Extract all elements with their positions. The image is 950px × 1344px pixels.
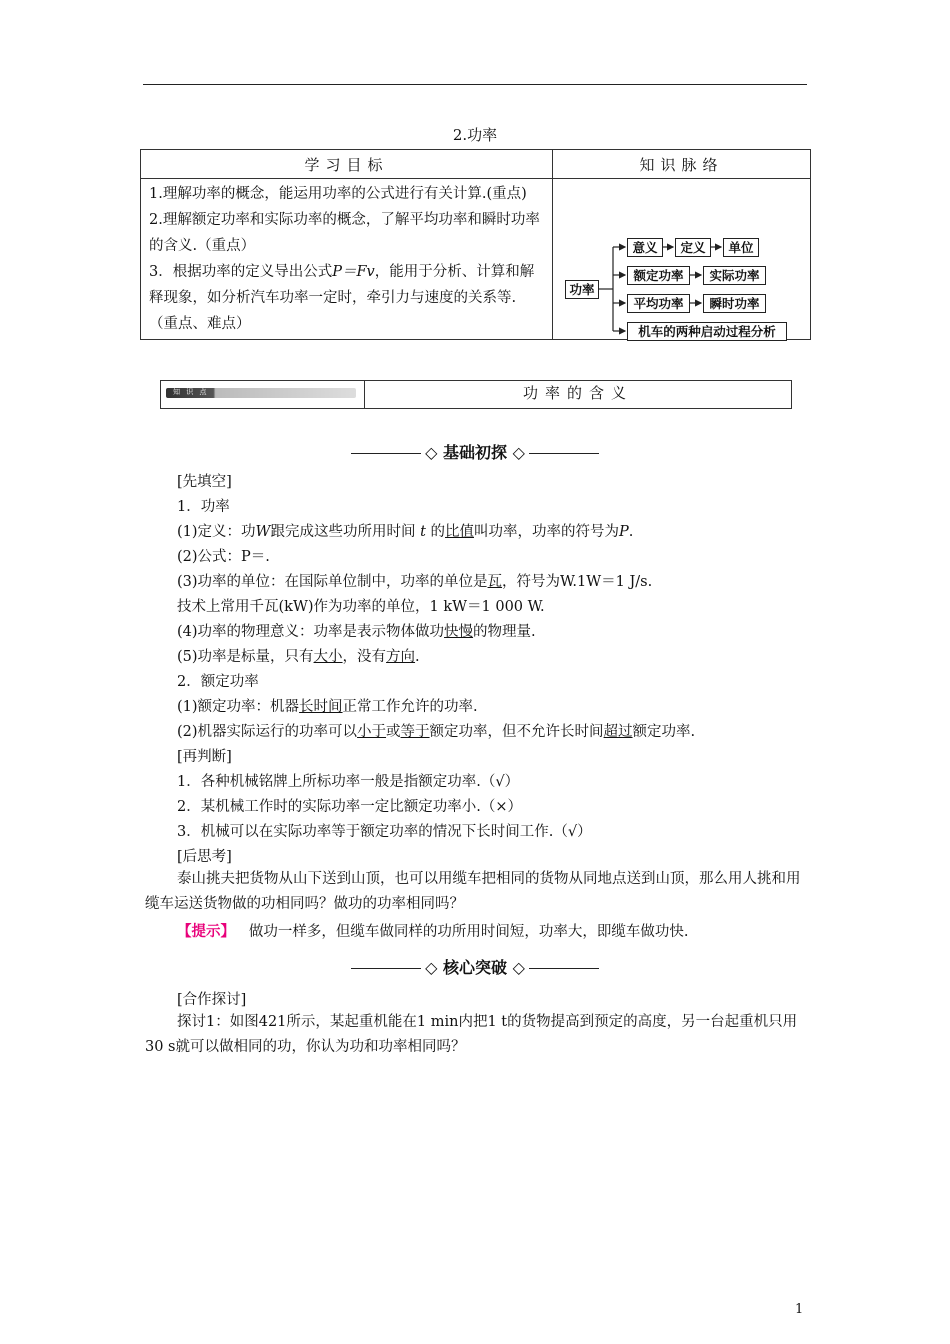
judge-item-2: 2．某机械工作时的实际功率一定比额定功率小.（×） <box>177 799 522 815</box>
map-node-average: 平均功率 <box>627 294 690 313</box>
map-header: 知识脉络 <box>553 150 811 179</box>
map-node-definition: 定义 <box>675 238 711 257</box>
judge-item-3: 3．机械可以在实际功率等于额定功率的情况下长时间工作.（√） <box>177 824 592 840</box>
map-node-instant: 瞬时功率 <box>703 294 766 313</box>
goal-3: 3．根据功率的定义导出公式P＝Fv，能用于分析、计算和解释现象，如分析汽车功率一定时，牵引力与速度的关系等.（重点、难点） <box>149 264 535 332</box>
think-label: [后思考] <box>177 849 232 865</box>
heading-rated: 2．额定功率 <box>177 674 259 690</box>
map-node-startup: 机车的两种启动过程分析 <box>627 322 787 341</box>
section-core: ◇ 核心突破 ◇ <box>0 955 950 978</box>
knowledge-point-badge: 知 识 点 <box>161 381 365 408</box>
knowledge-point-title: 功率的含义 <box>522 384 633 402</box>
map-node-rated: 额定功率 <box>627 266 690 285</box>
fill-label: [先填空] <box>177 474 232 490</box>
goals-header: 学习目标 <box>141 150 553 179</box>
map-node-meaning: 意义 <box>627 238 663 257</box>
actual-line: (2)机器实际运行的功率可以小于或等于额定功率，但不允许长时间超过额定功率. <box>177 724 696 740</box>
formula-line: (2)公式：P＝. <box>177 549 270 565</box>
judge-label: [再判断] <box>177 749 232 765</box>
hint-line: 【提示】 做功一样多，但缆车做同样的功所用时间短，功率大，即缆车做功快. <box>177 924 689 940</box>
think-question: 泰山挑夫把货物从山下送到山顶，也可以用缆车把相同的货物从同地点送到山顶，那么用人挑和用缆车运送货物做的功相同吗？做功的功率相同吗？ <box>145 871 801 912</box>
definition-line: (1)定义：功W跟完成这些功所用时间 t 的比值叫功率，功率的符号为P. <box>177 524 634 540</box>
rated-line: (1)额定功率：机器长时间正常工作允许的功率. <box>177 699 478 715</box>
section-basics: ◇ 基础初探 ◇ <box>0 440 950 463</box>
unit-line: (3)功率的单位：在国际单位制中，功率的单位是瓦，符号为W.1W＝1 J/s. <box>177 574 653 590</box>
hint-label: 【提示】 <box>177 924 235 940</box>
coop-question: 探讨1：如图421所示，某起重机能在1 min内把1 t的货物提高到预定的高度，另一台起重机只用30 s就可以做相同的功，你认为功和功率相同吗？ <box>145 1014 798 1055</box>
map-root: 功率 <box>565 280 599 299</box>
unit-line-2: 技术上常用千瓦(kW)作为功率的单位，1 kW＝1 000 W. <box>177 599 545 615</box>
map-node-unit: 单位 <box>723 238 759 257</box>
heading-power: 1．功率 <box>177 499 230 515</box>
knowledge-point-bar <box>160 380 792 409</box>
formula-pfv: P＝Fv <box>332 264 375 280</box>
coop-label: [合作探讨] <box>177 992 247 1008</box>
concept-map <box>553 179 811 340</box>
page-number: 1 <box>795 1302 804 1317</box>
judge-item-1: 1．各种机械铭牌上所标功率一般是指额定功率.（√） <box>177 774 520 790</box>
goals-table <box>140 149 811 340</box>
goals-list <box>141 179 553 340</box>
map-node-actual: 实际功率 <box>703 266 766 285</box>
header-rule <box>143 84 807 85</box>
section-title: 2.功率 <box>452 126 498 144</box>
goal-1: 1.理解功率的概念，能运用功率的公式进行有关计算.(重点) <box>149 186 527 202</box>
meaning-line: (4)功率的物理意义：功率是表示物体做功快慢的物理量. <box>177 624 536 640</box>
goal-2: 2.理解额定功率和实际功率的概念，了解平均功率和瞬时功率的含义.（重点） <box>149 212 540 254</box>
scalar-line: (5)功率是标量，只有大小，没有方向. <box>177 649 420 665</box>
